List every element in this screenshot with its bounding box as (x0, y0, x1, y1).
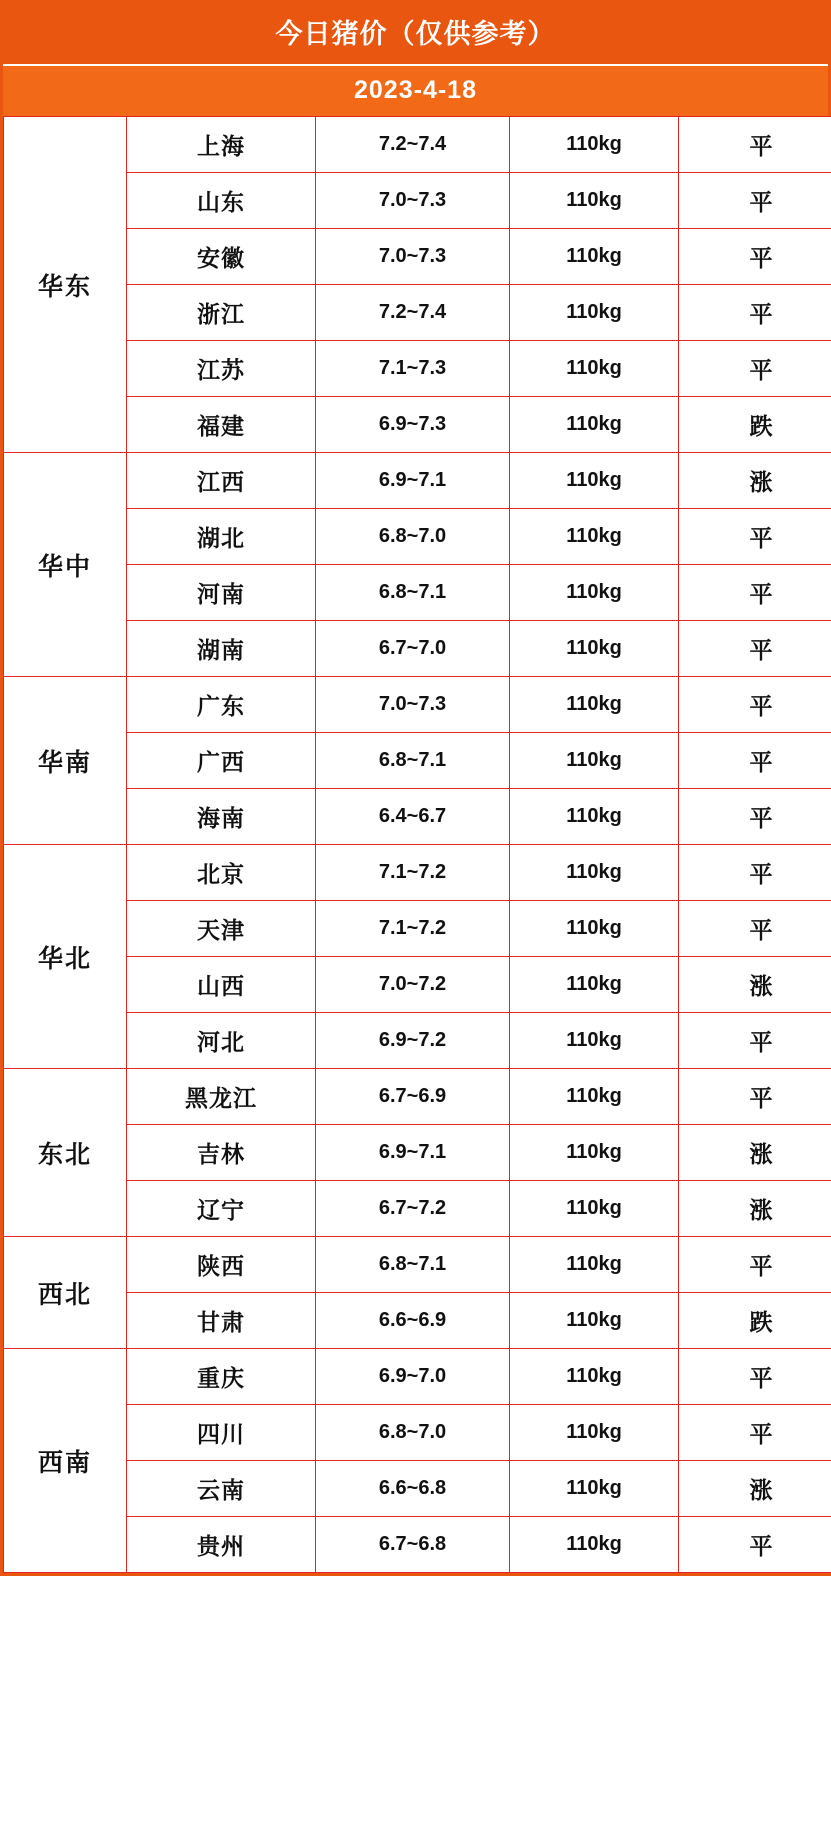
trend-cell: 涨 (679, 1125, 831, 1181)
province-cell: 黑龙江 (127, 1069, 316, 1125)
table-row (4, 1517, 831, 1573)
weight-cell: 110kg (510, 509, 679, 565)
table-row (4, 1181, 831, 1237)
trend-cell: 平 (679, 733, 831, 789)
province-cell: 浙江 (127, 285, 316, 341)
table-row (4, 1349, 831, 1405)
price-range-cell: 7.2~7.4 (316, 117, 510, 173)
price-range-cell: 6.8~7.1 (316, 1237, 510, 1293)
weight-cell: 110kg (510, 845, 679, 901)
weight-cell: 110kg (510, 1405, 679, 1461)
price-range-cell: 7.1~7.2 (316, 845, 510, 901)
date-label: 2023-4-18 (3, 64, 828, 116)
price-range-cell: 6.9~7.1 (316, 453, 510, 509)
trend-cell: 平 (679, 229, 831, 285)
trend-cell: 平 (679, 845, 831, 901)
province-cell: 湖北 (127, 509, 316, 565)
province-cell: 湖南 (127, 621, 316, 677)
trend-cell: 涨 (679, 1461, 831, 1517)
region-cell: 东北 (4, 1069, 127, 1237)
region-cell: 华东 (4, 117, 127, 453)
weight-cell: 110kg (510, 1517, 679, 1573)
table-row (4, 1461, 831, 1517)
province-cell: 云南 (127, 1461, 316, 1517)
trend-cell: 平 (679, 341, 831, 397)
weight-cell: 110kg (510, 1181, 679, 1237)
weight-cell: 110kg (510, 453, 679, 509)
trend-cell: 跌 (679, 397, 831, 453)
province-cell: 河南 (127, 565, 316, 621)
table-row (4, 1069, 831, 1125)
province-cell: 江苏 (127, 341, 316, 397)
province-cell: 广西 (127, 733, 316, 789)
price-range-cell: 6.9~7.3 (316, 397, 510, 453)
table-row (4, 1293, 831, 1349)
table-row (4, 733, 831, 789)
province-cell: 重庆 (127, 1349, 316, 1405)
trend-cell: 平 (679, 1405, 831, 1461)
price-range-cell: 7.0~7.3 (316, 677, 510, 733)
price-range-cell: 6.7~6.9 (316, 1069, 510, 1125)
price-range-cell: 6.7~7.0 (316, 621, 510, 677)
trend-cell: 平 (679, 1517, 831, 1573)
price-range-cell: 7.1~7.3 (316, 341, 510, 397)
province-cell: 福建 (127, 397, 316, 453)
price-range-cell: 7.2~7.4 (316, 285, 510, 341)
table-row (4, 789, 831, 845)
trend-cell: 平 (679, 509, 831, 565)
price-range-cell: 6.4~6.7 (316, 789, 510, 845)
trend-cell: 平 (679, 1013, 831, 1069)
province-cell: 河北 (127, 1013, 316, 1069)
price-range-cell: 7.0~7.2 (316, 957, 510, 1013)
region-cell: 华中 (4, 453, 127, 677)
trend-cell: 平 (679, 117, 831, 173)
trend-cell: 平 (679, 1349, 831, 1405)
price-range-cell: 7.1~7.2 (316, 901, 510, 957)
price-range-cell: 6.8~7.1 (316, 733, 510, 789)
trend-cell: 平 (679, 173, 831, 229)
province-cell: 上海 (127, 117, 316, 173)
table-row (4, 1405, 831, 1461)
price-range-cell: 7.0~7.3 (316, 173, 510, 229)
page-title: 今日猪价（仅供参考） (3, 0, 828, 64)
weight-cell: 110kg (510, 341, 679, 397)
price-range-cell: 6.8~7.0 (316, 1405, 510, 1461)
province-cell: 甘肃 (127, 1293, 316, 1349)
price-range-cell: 6.7~6.8 (316, 1517, 510, 1573)
weight-cell: 110kg (510, 117, 679, 173)
table-row (4, 565, 831, 621)
table-row (4, 677, 831, 733)
province-cell: 四川 (127, 1405, 316, 1461)
weight-cell: 110kg (510, 677, 679, 733)
province-cell: 辽宁 (127, 1181, 316, 1237)
table-row (4, 1013, 831, 1069)
trend-cell: 跌 (679, 1293, 831, 1349)
table-row (4, 117, 831, 173)
price-range-cell: 6.9~7.2 (316, 1013, 510, 1069)
weight-cell: 110kg (510, 1069, 679, 1125)
weight-cell: 110kg (510, 957, 679, 1013)
price-table (3, 116, 831, 1573)
region-cell: 西南 (4, 1349, 127, 1573)
table-row (4, 397, 831, 453)
trend-cell: 平 (679, 565, 831, 621)
province-cell: 北京 (127, 845, 316, 901)
province-cell: 山东 (127, 173, 316, 229)
region-cell: 华北 (4, 845, 127, 1069)
table-row (4, 1125, 831, 1181)
weight-cell: 110kg (510, 565, 679, 621)
province-cell: 天津 (127, 901, 316, 957)
table-row (4, 285, 831, 341)
weight-cell: 110kg (510, 229, 679, 285)
trend-cell: 平 (679, 621, 831, 677)
price-range-cell: 6.8~7.1 (316, 565, 510, 621)
weight-cell: 110kg (510, 733, 679, 789)
province-cell: 吉林 (127, 1125, 316, 1181)
table-row (4, 901, 831, 957)
trend-cell: 平 (679, 1069, 831, 1125)
trend-cell: 平 (679, 901, 831, 957)
weight-cell: 110kg (510, 1237, 679, 1293)
weight-cell: 110kg (510, 1461, 679, 1517)
table-row (4, 1237, 831, 1293)
table-row (4, 845, 831, 901)
weight-cell: 110kg (510, 397, 679, 453)
province-cell: 陕西 (127, 1237, 316, 1293)
price-table-body (4, 117, 831, 1573)
trend-cell: 涨 (679, 957, 831, 1013)
table-row (4, 957, 831, 1013)
price-range-cell: 6.7~7.2 (316, 1181, 510, 1237)
province-cell: 山西 (127, 957, 316, 1013)
weight-cell: 110kg (510, 173, 679, 229)
weight-cell: 110kg (510, 789, 679, 845)
weight-cell: 110kg (510, 1125, 679, 1181)
province-cell: 江西 (127, 453, 316, 509)
weight-cell: 110kg (510, 285, 679, 341)
trend-cell: 平 (679, 677, 831, 733)
weight-cell: 110kg (510, 621, 679, 677)
weight-cell: 110kg (510, 1293, 679, 1349)
table-row (4, 509, 831, 565)
table-row (4, 341, 831, 397)
trend-cell: 平 (679, 1237, 831, 1293)
trend-cell: 涨 (679, 453, 831, 509)
region-cell: 华南 (4, 677, 127, 845)
trend-cell: 平 (679, 285, 831, 341)
bottom-border (3, 1573, 828, 1576)
price-range-cell: 6.6~6.8 (316, 1461, 510, 1517)
price-range-cell: 6.9~7.1 (316, 1125, 510, 1181)
province-cell: 安徽 (127, 229, 316, 285)
weight-cell: 110kg (510, 901, 679, 957)
price-range-cell: 6.8~7.0 (316, 509, 510, 565)
region-cell: 西北 (4, 1237, 127, 1349)
table-row (4, 173, 831, 229)
price-range-cell: 7.0~7.3 (316, 229, 510, 285)
table-row (4, 453, 831, 509)
table-row (4, 229, 831, 285)
trend-cell: 平 (679, 789, 831, 845)
province-cell: 贵州 (127, 1517, 316, 1573)
weight-cell: 110kg (510, 1349, 679, 1405)
province-cell: 广东 (127, 677, 316, 733)
weight-cell: 110kg (510, 1013, 679, 1069)
price-range-cell: 6.6~6.9 (316, 1293, 510, 1349)
table-row (4, 621, 831, 677)
trend-cell: 涨 (679, 1181, 831, 1237)
province-cell: 海南 (127, 789, 316, 845)
price-range-cell: 6.9~7.0 (316, 1349, 510, 1405)
